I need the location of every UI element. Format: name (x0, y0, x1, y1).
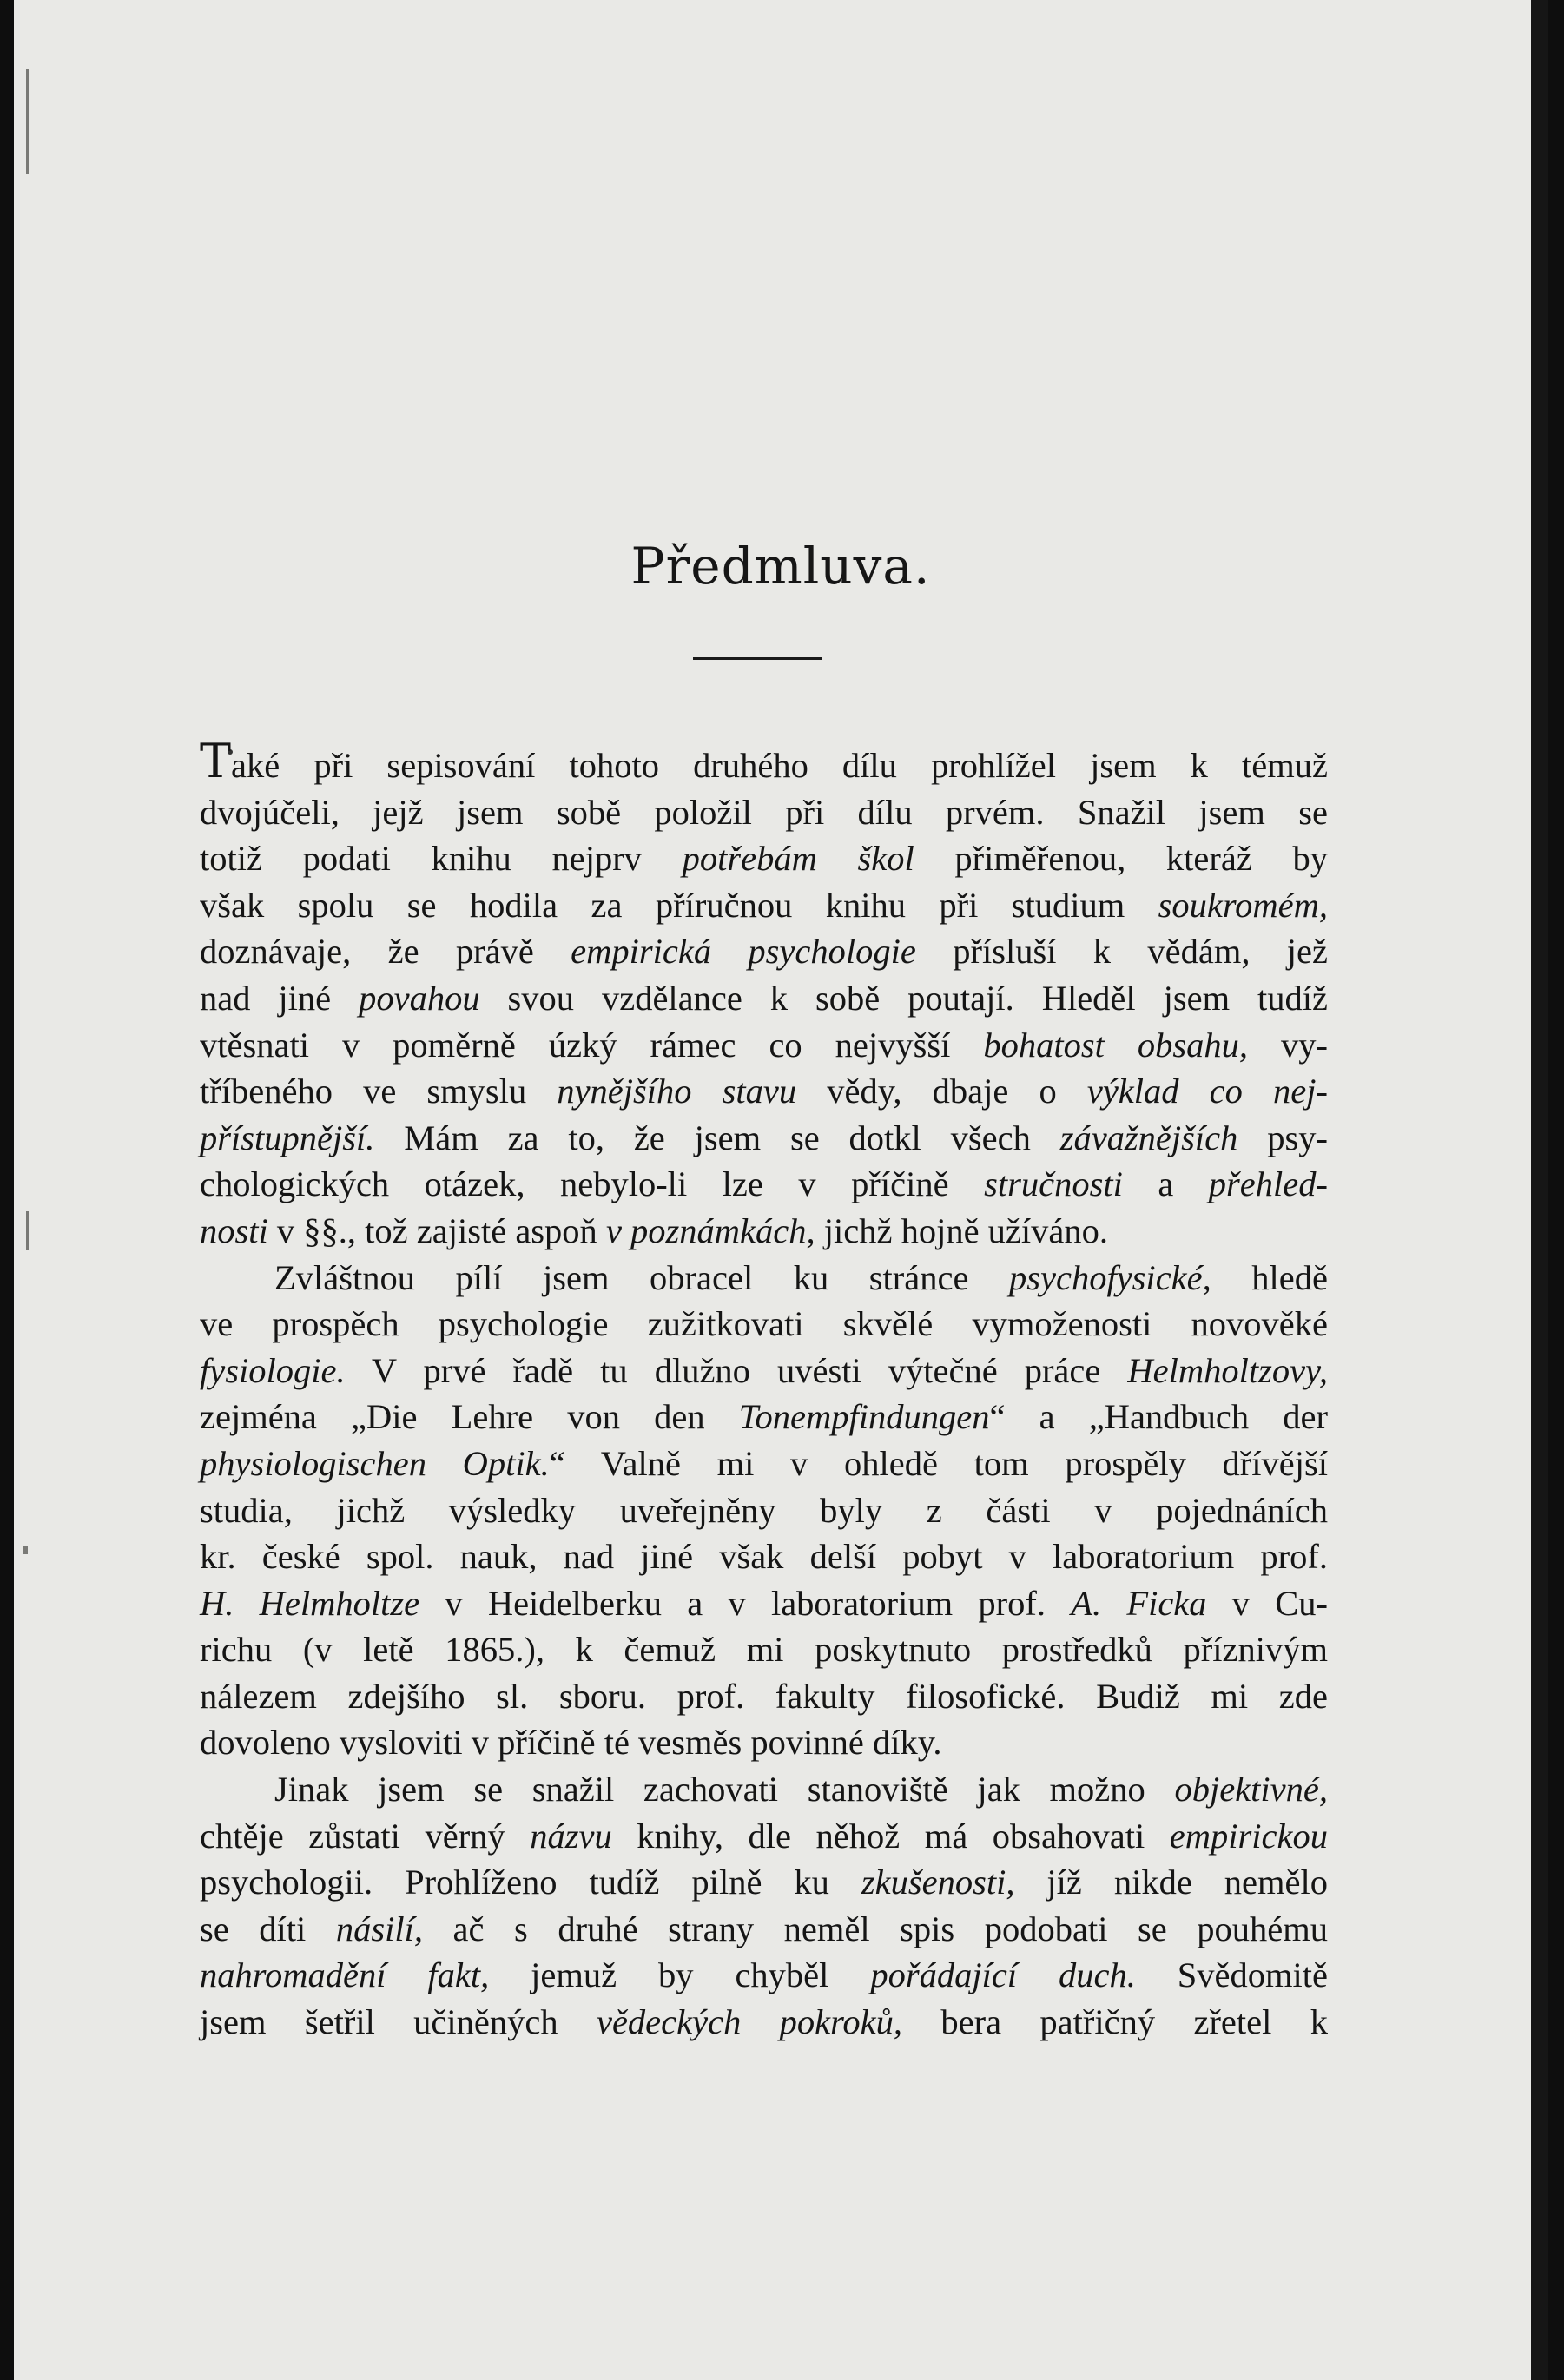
text-line: nálezem zdejšího sl. sboru. prof. fakulty filosofické. Budiž mi zde (200, 1676, 1328, 1716)
text-line: jsem šetřil učiněných vědeckých pokroků, bera patřičný zřetel k (200, 2002, 1328, 2042)
text-line: dvojúčeli, jejž jsem sobě položil při dílu prvém. Snažil jsem se (200, 792, 1328, 832)
text-line: nahromadění fakt, jemuž by chyběl pořádající duch. Svědomitě (200, 1955, 1328, 1995)
page-title: Předmluva. (630, 537, 931, 596)
text-line: H. Helmholtze v Heidelberku a v laboratorium prof. A. Ficka v Cu- (200, 1583, 1329, 1623)
text-line: však spolu se hodila za příručnou knihu při studium soukromém, (200, 885, 1328, 925)
text-line: studia, jichž výsledky uveřejněny byly z části v pojednáních (200, 1490, 1328, 1530)
text-line: totiž podati knihu nejprv potřebám škol přiměřenou, kteráž by (200, 839, 1328, 879)
text-line: se díti násilí, ač s druhé strany neměl spis podobati se pouhému (200, 1909, 1328, 1948)
text-line: Také při sepisování tohoto druhého dílu prohlížel jsem k témuž (200, 734, 1328, 788)
text-line: vtěsnati v poměrně úzký rámec co nejvyšší bohatost obsahu, vy- (200, 1025, 1328, 1065)
text-line: přístupnější. Mám za to, že jsem se dotkl všech závažnějších psy- (200, 1117, 1328, 1157)
text-line: zejména „Die Lehre von den Tonempfindungen“ a „Handbuch der (200, 1397, 1328, 1437)
text-line: Zvláštnou pílí jsem obracel ku stránce psychofysické, hledě (274, 1257, 1328, 1297)
title-divider (693, 657, 822, 660)
text-line: kr. české spol. nauk, nad jiné však delší pobyt v laboratorium prof. (200, 1537, 1328, 1577)
page-edge-mark (26, 1211, 29, 1250)
text-line: chologických otázek, nebylo-li lze v příčině stručnosti a přehled- (200, 1164, 1328, 1204)
text-line: richu (v letě 1865.), k čemuž mi poskytnuto prostředků příznivým (200, 1630, 1328, 1670)
drop-cap: T (200, 734, 232, 788)
text-line: psychologii. Prohlíženo tudíž pilně ku zkušenosti, jíž nikde nemělo (200, 1862, 1329, 1902)
text-line: chtěje zůstati věrný názvu knihy, dle něhož má obsahovati empirickou (200, 1816, 1328, 1856)
book-page (14, 0, 1548, 2380)
text-line: physiologischen Optik.“ Valně mi v ohledě tom prospěly dřívější (200, 1443, 1328, 1483)
text-line: doznávaje, že právě empirická psychologie přísluší k vědám, jež (200, 932, 1328, 972)
preface-body (200, 734, 1329, 2046)
text-line: dovoleno vysloviti v příčině té vesměs povinné díky. (200, 1723, 942, 1763)
text-line: ve prospěch psychologie zužitkovati skvělé vymoženosti novověké (200, 1304, 1328, 1344)
page-edge-mark (23, 1546, 28, 1554)
text-line: nad jiné povahou svou vzdělance k sobě poutají. Hleděl jsem tudíž (200, 978, 1328, 1018)
text-line: tříbeného ve smyslu nynějšího stavu vědy, dbaje o výklad co nej- (200, 1071, 1328, 1111)
text-line: fysiologie. V prvé řadě tu dlužno uvésti výtečné práce Helmholtzovy, (200, 1350, 1328, 1390)
page-edge-shadow (1531, 0, 1548, 2380)
page-edge-mark (26, 69, 29, 174)
text-line: Jinak jsem se snažil zachovati stanoviště jak možno objektivné, (274, 1770, 1328, 1810)
text-line: nosti v §§., tož zajisté aspoň v poznámkách, jichž hojně užíváno. (200, 1210, 1109, 1250)
